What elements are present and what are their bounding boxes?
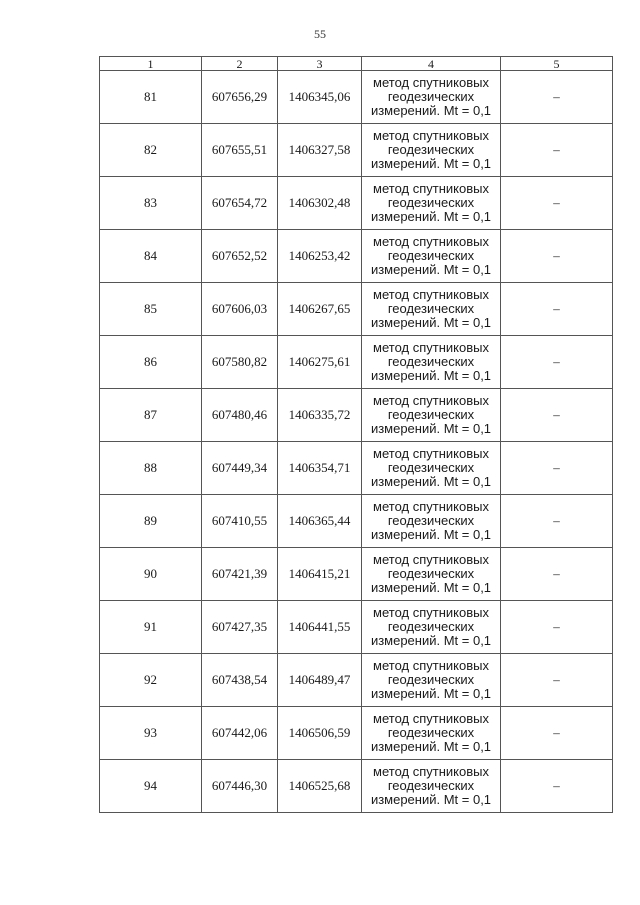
y-coordinate-cell: 1406253,42 — [278, 230, 362, 283]
table-row — [100, 71, 613, 124]
method-cell — [362, 389, 501, 442]
method-line: метод спутниковых — [373, 287, 489, 302]
x-coordinate-cell: 607480,46 — [202, 389, 278, 442]
point-number-cell: 87 — [100, 389, 202, 442]
method-line: геодезических — [387, 513, 475, 528]
point-number-cell: 88 — [100, 442, 202, 495]
method-line: измерений. Mt = 0,1 — [370, 421, 492, 436]
method-line: метод спутниковых — [373, 181, 489, 196]
method-line: измерений. Mt = 0,1 — [370, 209, 492, 224]
y-coordinate-cell: 1406489,47 — [278, 654, 362, 707]
method-cell — [362, 601, 501, 654]
method-cell — [362, 654, 501, 707]
y-coordinate-cell: 1406327,58 — [278, 124, 362, 177]
method-cell — [362, 495, 501, 548]
method-line: геодезических — [387, 89, 475, 104]
note-cell: – — [501, 389, 613, 442]
x-coordinate-cell: 607410,55 — [202, 495, 278, 548]
x-coordinate-cell: 607438,54 — [202, 654, 278, 707]
table-header-row — [100, 57, 613, 71]
table-row — [100, 495, 613, 548]
column-header: 2 — [202, 57, 278, 71]
point-number-cell: 82 — [100, 124, 202, 177]
method-line: измерений. Mt = 0,1 — [370, 580, 492, 595]
method-line: геодезических — [387, 142, 475, 157]
y-coordinate-cell: 1406275,61 — [278, 336, 362, 389]
note-cell: – — [501, 548, 613, 601]
method-line: измерений. Mt = 0,1 — [370, 474, 492, 489]
x-coordinate-cell: 607656,29 — [202, 71, 278, 124]
y-coordinate-cell: 1406365,44 — [278, 495, 362, 548]
x-coordinate-cell: 607442,06 — [202, 707, 278, 760]
coordinates-table — [99, 56, 613, 813]
method-line: измерений. Mt = 0,1 — [370, 686, 492, 701]
method-cell — [362, 760, 501, 813]
method-line: геодезических — [387, 566, 475, 581]
column-header: 3 — [278, 57, 362, 71]
note-cell: – — [501, 71, 613, 124]
y-coordinate-cell: 1406345,06 — [278, 71, 362, 124]
method-line: измерений. Mt = 0,1 — [370, 156, 492, 171]
x-coordinate-cell: 607606,03 — [202, 283, 278, 336]
method-line: геодезических — [387, 619, 475, 634]
method-cell — [362, 442, 501, 495]
method-line: метод спутниковых — [373, 128, 489, 143]
y-coordinate-cell: 1406267,65 — [278, 283, 362, 336]
point-number-cell: 93 — [100, 707, 202, 760]
method-line: метод спутниковых — [373, 499, 489, 514]
y-coordinate-cell: 1406506,59 — [278, 707, 362, 760]
method-line: измерений. Mt = 0,1 — [370, 368, 492, 383]
point-number-cell: 86 — [100, 336, 202, 389]
table-row — [100, 389, 613, 442]
method-line: измерений. Mt = 0,1 — [370, 315, 492, 330]
x-coordinate-cell: 607427,35 — [202, 601, 278, 654]
method-line: геодезических — [387, 301, 475, 316]
method-line: геодезических — [387, 725, 475, 740]
method-line: метод спутниковых — [373, 605, 489, 620]
method-cell — [362, 707, 501, 760]
note-cell: – — [501, 760, 613, 813]
column-header: 4 — [362, 57, 501, 71]
note-cell: – — [501, 442, 613, 495]
table-row — [100, 601, 613, 654]
note-cell: – — [501, 601, 613, 654]
method-cell — [362, 283, 501, 336]
method-cell — [362, 124, 501, 177]
note-cell: – — [501, 230, 613, 283]
table-row — [100, 707, 613, 760]
method-line: метод спутниковых — [373, 75, 489, 90]
method-line: геодезических — [387, 407, 475, 422]
note-cell: – — [501, 336, 613, 389]
note-cell: – — [501, 495, 613, 548]
x-coordinate-cell: 607421,39 — [202, 548, 278, 601]
x-coordinate-cell: 607449,34 — [202, 442, 278, 495]
y-coordinate-cell: 1406415,21 — [278, 548, 362, 601]
point-number-cell: 89 — [100, 495, 202, 548]
method-line: измерений. Mt = 0,1 — [370, 633, 492, 648]
method-line: метод спутниковых — [373, 340, 489, 355]
method-cell — [362, 230, 501, 283]
table-row — [100, 283, 613, 336]
method-line: геодезических — [387, 778, 475, 793]
method-line: метод спутниковых — [373, 446, 489, 461]
table-row — [100, 124, 613, 177]
method-line: метод спутниковых — [373, 393, 489, 408]
method-line: измерений. Mt = 0,1 — [370, 103, 492, 118]
method-line: измерений. Mt = 0,1 — [370, 262, 492, 277]
note-cell: – — [501, 654, 613, 707]
method-line: метод спутниковых — [373, 711, 489, 726]
point-number-cell: 84 — [100, 230, 202, 283]
point-number-cell: 90 — [100, 548, 202, 601]
x-coordinate-cell: 607654,72 — [202, 177, 278, 230]
table-body — [100, 57, 613, 813]
note-cell: – — [501, 707, 613, 760]
table-row — [100, 336, 613, 389]
y-coordinate-cell: 1406302,48 — [278, 177, 362, 230]
y-coordinate-cell: 1406335,72 — [278, 389, 362, 442]
method-line: геодезических — [387, 248, 475, 263]
y-coordinate-cell: 1406525,68 — [278, 760, 362, 813]
point-number-cell: 81 — [100, 71, 202, 124]
point-number-cell: 92 — [100, 654, 202, 707]
method-line: метод спутниковых — [373, 764, 489, 779]
table-row — [100, 442, 613, 495]
y-coordinate-cell: 1406441,55 — [278, 601, 362, 654]
method-line: измерений. Mt = 0,1 — [370, 739, 492, 754]
page-number: 55 — [314, 27, 326, 41]
table-row — [100, 654, 613, 707]
x-coordinate-cell: 607655,51 — [202, 124, 278, 177]
x-coordinate-cell: 607446,30 — [202, 760, 278, 813]
column-header: 1 — [100, 57, 202, 71]
method-cell — [362, 177, 501, 230]
method-line: измерений. Mt = 0,1 — [370, 792, 492, 807]
note-cell: – — [501, 283, 613, 336]
method-cell — [362, 336, 501, 389]
column-header: 5 — [501, 57, 613, 71]
note-cell: – — [501, 177, 613, 230]
table-row — [100, 230, 613, 283]
table-row — [100, 760, 613, 813]
y-coordinate-cell: 1406354,71 — [278, 442, 362, 495]
table-row — [100, 177, 613, 230]
x-coordinate-cell: 607652,52 — [202, 230, 278, 283]
method-line: метод спутниковых — [373, 234, 489, 249]
method-cell — [362, 71, 501, 124]
method-line: геодезических — [387, 354, 475, 369]
method-line: геодезических — [387, 195, 475, 210]
method-line: геодезических — [387, 672, 475, 687]
method-line: метод спутниковых — [373, 658, 489, 673]
method-line: измерений. Mt = 0,1 — [370, 527, 492, 542]
table-row — [100, 548, 613, 601]
x-coordinate-cell: 607580,82 — [202, 336, 278, 389]
method-cell — [362, 548, 501, 601]
point-number-cell: 94 — [100, 760, 202, 813]
method-line: геодезических — [387, 460, 475, 475]
point-number-cell: 91 — [100, 601, 202, 654]
point-number-cell: 85 — [100, 283, 202, 336]
point-number-cell: 83 — [100, 177, 202, 230]
method-line: метод спутниковых — [373, 552, 489, 567]
note-cell: – — [501, 124, 613, 177]
